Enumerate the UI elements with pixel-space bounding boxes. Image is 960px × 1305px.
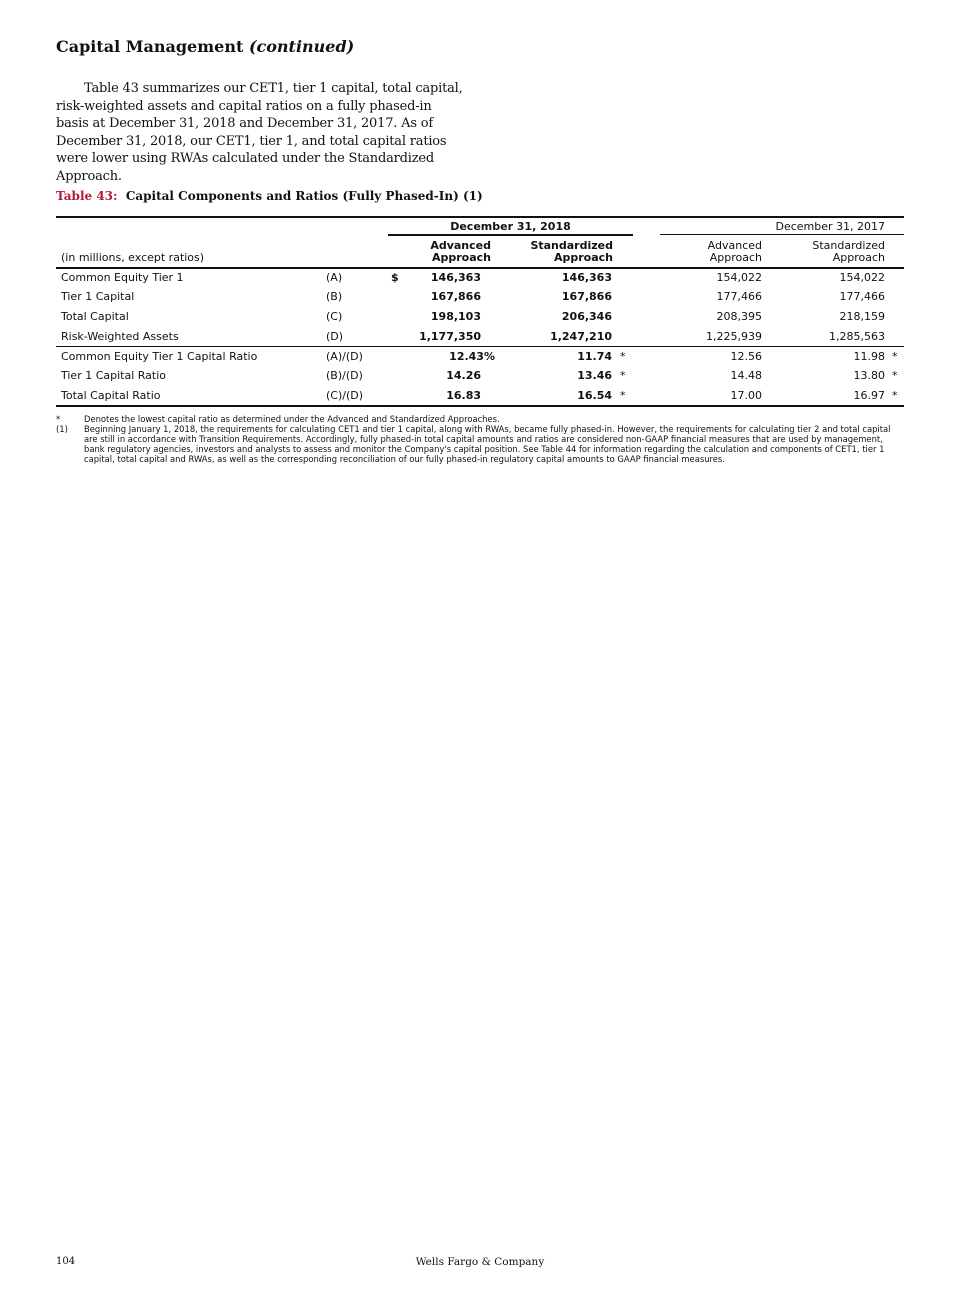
col-std-2018-line1: Standardized xyxy=(530,239,613,252)
cell-std-2017: 177,466 xyxy=(839,290,885,303)
row-code: (C)/(D) xyxy=(326,389,364,402)
lowest-ratio-marker: * xyxy=(620,369,626,382)
capital-table xyxy=(0,0,960,420)
cell-adv-2018: 198,103 xyxy=(430,310,481,323)
cell-adv-2018: 14.26 xyxy=(446,369,481,382)
cell-adv-2018: 146,363 xyxy=(430,271,481,284)
row-label: Risk-Weighted Assets xyxy=(61,330,179,343)
cell-std-2018: 13.46 xyxy=(577,369,612,382)
table-caption-number: Table 43: xyxy=(56,189,118,203)
col-adv-2017-line2: Approach xyxy=(709,251,762,264)
cell-adv-2017: 177,466 xyxy=(716,290,762,303)
row-code: (C) xyxy=(326,310,343,323)
cell-adv-2017: 208,395 xyxy=(716,310,762,323)
cell-adv-2018: 12.43% xyxy=(449,350,495,363)
col-adv-2018-line1: Advanced xyxy=(430,239,491,252)
cell-adv-2017: 14.48 xyxy=(730,369,762,382)
page-number: 104 xyxy=(56,1256,76,1267)
company-name: Wells Fargo & Company xyxy=(415,1256,545,1268)
footnote-marker: * xyxy=(56,414,61,424)
cell-std-2017: 154,022 xyxy=(839,271,885,284)
row-label: Total Capital Ratio xyxy=(61,389,161,402)
col-std-2018-line2: Approach xyxy=(553,251,613,264)
col-std-2017-line1: Standardized xyxy=(812,239,885,252)
cell-adv-2018: 167,866 xyxy=(430,290,481,303)
period-2017-header: December 31, 2017 xyxy=(775,220,885,233)
period-2018-header: December 31, 2018 xyxy=(450,220,571,233)
cell-adv-2017: 1,225,939 xyxy=(706,330,762,343)
cell-adv-2018: 16.83 xyxy=(446,389,481,402)
row-label: Total Capital xyxy=(61,310,129,323)
col-adv-2018-line2: Approach xyxy=(431,251,491,264)
cell-std-2018: 146,363 xyxy=(561,271,612,284)
table-caption-title: Capital Components and Ratios (Fully Phased-In) (1) xyxy=(125,189,483,203)
lowest-ratio-marker: * xyxy=(620,350,626,363)
cell-std-2018: 11.74 xyxy=(577,350,612,363)
footnote-item xyxy=(56,414,906,424)
row-code: (B)/(D) xyxy=(326,369,363,382)
cell-std-2017: 11.98 xyxy=(853,350,885,363)
lowest-ratio-marker: * xyxy=(892,389,898,402)
cell-std-2017: 1,285,563 xyxy=(829,330,885,343)
footnote-item xyxy=(56,424,906,464)
cell-adv-2017: 154,022 xyxy=(716,271,762,284)
section-title-text: Capital Management xyxy=(56,37,244,56)
row-label: Common Equity Tier 1 Capital Ratio xyxy=(61,350,258,363)
footnote-text: Denotes the lowest capital ratio as determined under the Advanced and Standardized Approaches. xyxy=(84,414,500,424)
row-code: (B) xyxy=(326,290,343,303)
cell-adv-2017: 12.56 xyxy=(730,350,762,363)
lowest-ratio-marker: * xyxy=(892,350,898,363)
row-label: Tier 1 Capital xyxy=(61,290,135,303)
units-label: (in millions, except ratios) xyxy=(61,251,205,264)
cell-std-2018: 167,866 xyxy=(561,290,612,303)
row-code: (A)/(D) xyxy=(326,350,363,363)
row-label: Common Equity Tier 1 xyxy=(61,271,184,284)
col-std-2017-line2: Approach xyxy=(832,251,885,264)
cell-adv-2017: 17.00 xyxy=(730,389,762,402)
cell-std-2017: 16.97 xyxy=(853,389,885,402)
intro-paragraph: Table 43 summarizes our CET1, tier 1 capital, total capital, risk-weighted assets and capital ratios on a fully phased-in basis at December 31, 2018 and December 31, 2017. As of December 31, 2018, our CET1, tier 1, and total capital ratios were lower using RWAs calculated under the Standardized Approach. xyxy=(56,81,463,184)
currency-symbol: $ xyxy=(391,271,399,284)
lowest-ratio-marker: * xyxy=(620,389,626,402)
row-code: (D) xyxy=(326,330,344,343)
footnotes xyxy=(56,414,906,464)
cell-std-2018: 16.54 xyxy=(577,389,612,402)
footnote-text: Beginning January 1, 2018, the requirements for calculating CET1 and tier 1 capital, along with RWAs, became fully phased-in. However, the requirements for calculating tier 2 and total capital are still in accordance with Transition Requirements. Accordingly, fully phased-in total capital amounts and ratios are considered non-GAAP financial measures that are used by management, bank regulatory agencies, investors and analysts to assess and monitor the Company's capital position. See Table 44 for information regarding the calculation and components of CET1, tier 1 capital, total capital and RWAs, as well as the corresponding reconciliation of our fully phased-in regulatory capital amounts to GAAP financial measures. xyxy=(84,424,891,464)
cell-std-2017: 13.80 xyxy=(853,369,885,382)
row-code: (A) xyxy=(326,271,343,284)
footnote-marker: (1) xyxy=(56,424,68,434)
cell-std-2018: 206,346 xyxy=(561,310,612,323)
cell-std-2018: 1,247,210 xyxy=(550,330,612,343)
lowest-ratio-marker: * xyxy=(892,369,898,382)
row-label: Tier 1 Capital Ratio xyxy=(61,369,167,382)
cell-adv-2018: 1,177,350 xyxy=(419,330,481,343)
col-adv-2017-line1: Advanced xyxy=(707,239,762,252)
section-title-suffix: (continued) xyxy=(248,37,355,56)
cell-std-2017: 218,159 xyxy=(839,310,885,323)
